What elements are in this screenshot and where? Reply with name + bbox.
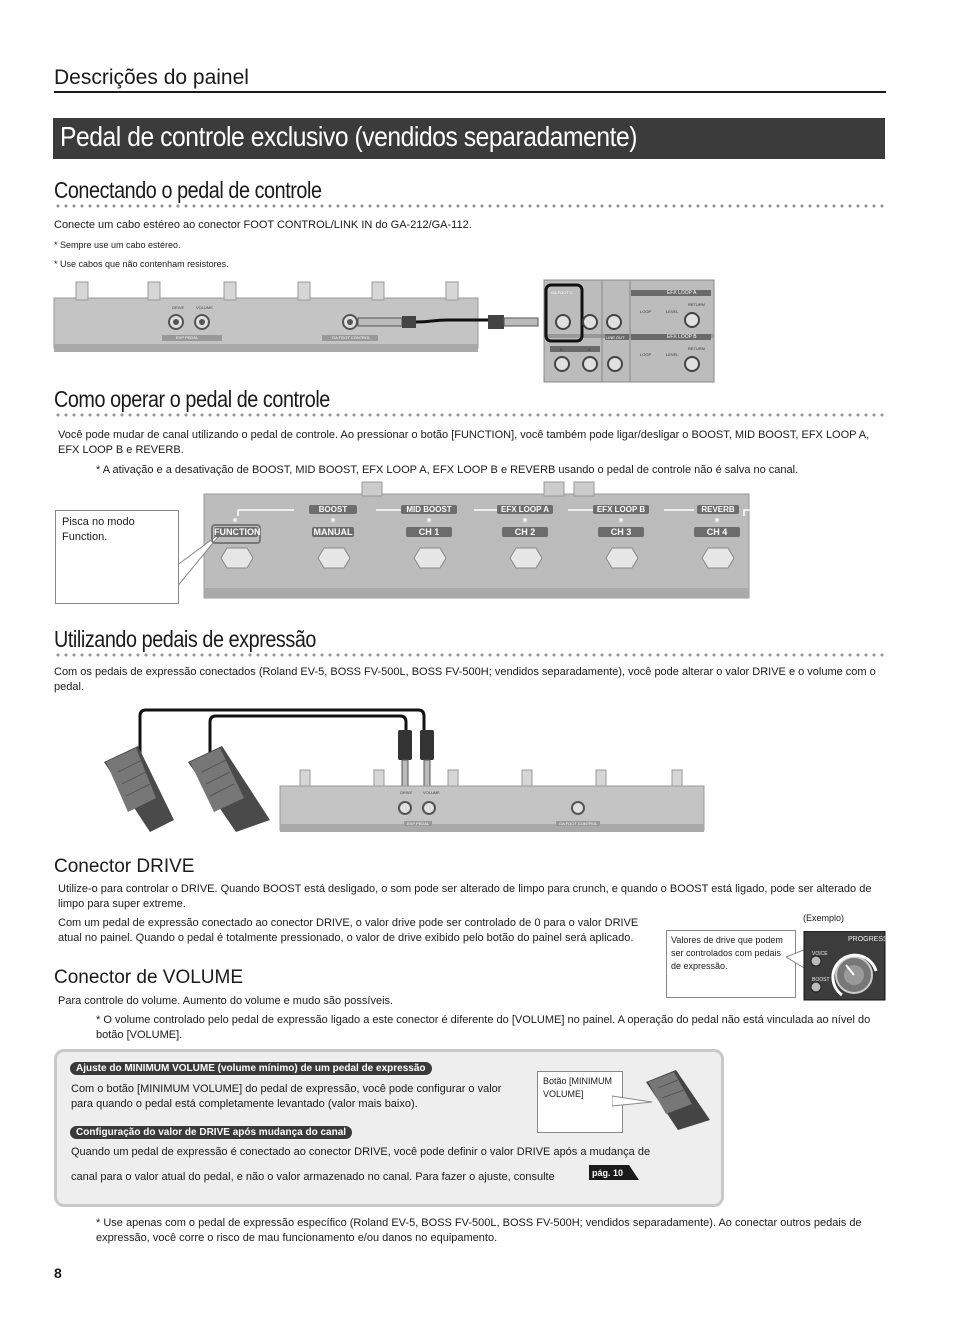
- page-number: 8: [54, 1265, 62, 1281]
- ch2-button[interactable]: CH 2: [502, 527, 548, 537]
- amp-foot-label: GA FOOT C: [551, 290, 573, 295]
- dotted-divider: [54, 413, 886, 417]
- volume-note: * O volume controlado pelo pedal de expressão ligado a este conector é diferente do [VOLUME] no painel. A operação do pedal não está vinculada ao nível do botão [VOLUME].: [96, 1014, 871, 1041]
- diagram-ga-foot-label: GA FOOT CONTROL: [332, 335, 371, 340]
- drive-text-1: Utilize-o para controlar o DRIVE. Quando BOOST está desligado, o som pode ser alterado de limpo para crunch, e quando o BOOST está ligado, pode ser alterado de limpo para super extreme.: [58, 883, 872, 910]
- boost-label: BOOST: [812, 977, 830, 983]
- amp-line-out-label: LINE OUT: [606, 335, 625, 340]
- drive-config-text-1: Quando um pedal de expressão é conectado ao conector DRIVE, você pode definir o valor DRIVE após a mudança de: [71, 1146, 651, 1158]
- dotted-divider: [54, 204, 886, 208]
- operate-note: * A ativação e a desativação de BOOST, MID BOOST, EFX LOOP A, EFX LOOP B e REVERB usando o pedal de controle não é salva no canal.: [96, 464, 799, 476]
- final-note: * Use apenas com o pedal de expressão específico (Roland EV-5, BOSS FV-500L, BOSS FV-500H; vendidos separadamente). Ao conectar outros pedais de expressão, você corre o risco de mau funcionamento e/ou danos no equipamento.: [96, 1217, 862, 1244]
- connect-heading: Conectando o pedal de controle: [54, 177, 322, 203]
- section-rule: [54, 91, 886, 93]
- function-callout: Pisca no modo Function.: [55, 510, 179, 604]
- dotted-divider: [54, 653, 886, 657]
- drive-config-heading: Configuração do valor de DRIVE após mudança do canal: [70, 1126, 352, 1139]
- ch4-button[interactable]: CH 4: [694, 527, 740, 537]
- drive-config-text-2: canal para o valor atual do pedal, e não o valor armazenado no canal. Para fazer o ajuste, consulte: [71, 1171, 555, 1183]
- amp-loop-b-label: LOOP: [640, 352, 652, 357]
- expression-text: Com os pedais de expressão conectados (Roland EV-5, BOSS FV-500L, BOSS FV-500H; vendidos separadamente), você pode alterar o valor DRIVE e o volume com o pedal.: [54, 666, 876, 693]
- amp-a-label: A: [588, 347, 591, 352]
- drive-heading: Conector DRIVE: [54, 856, 195, 877]
- example-label: (Exemplo): [803, 913, 845, 923]
- expression-heading: Utilizando pedais de expressão: [54, 626, 317, 652]
- voice-label: VOICE: [812, 951, 828, 957]
- drive-text-2: Com um pedal de expressão conectado ao conector DRIVE, o valor drive pode ser controlado de 0 para o valor DRIVE atual no painel. Quando o pedal é totalmente pressionado, o valor de drive exibido pelo botão do painel será aplicado.: [58, 917, 639, 944]
- operate-text: Você pode mudar de canal utilizando o pedal de controle. Ao pressionar o botão [FUNCTION], você também pode ligar/desligar o BOOST, MID BOOST, EFX LOOP A, EFX LOOP B e REVERB.: [58, 429, 870, 456]
- drive-callout: Valores de drive que podem ser controlados com pedais de expressão.: [666, 930, 796, 998]
- amp-return-a-label: RETURN: [688, 302, 705, 307]
- connect-diagram: [52, 278, 718, 384]
- manual-button[interactable]: MANUAL: [313, 527, 353, 537]
- page-ref-link[interactable]: pág. 10: [592, 1168, 624, 1178]
- diagram-drive-label: DRIVE: [172, 305, 185, 310]
- connect-note-2: * Use cabos que não contenham resistores.: [54, 259, 229, 269]
- top-label-reverb: REVERB: [697, 505, 739, 514]
- connect-note-1: * Sempre use um cabo estéreo.: [54, 240, 181, 250]
- amp-b-label: B: [560, 347, 563, 352]
- function-button[interactable]: FUNCTION: [214, 527, 261, 537]
- amp-efx-b-label: EFX LOOP B: [667, 334, 697, 340]
- pedal-illustration: [612, 1068, 712, 1132]
- top-label-efx-loop-a: EFX LOOP A: [497, 505, 553, 514]
- connect-text: Conecte um cabo estéreo ao conector FOOT CONTROL/LINK IN do GA-212/GA-112.: [54, 219, 472, 231]
- min-volume-callout: Botão [MINIMUM VOLUME]: [537, 1071, 623, 1133]
- amp-return-b-label: RETURN: [688, 346, 705, 351]
- amp-loop-a-label: LOOP: [640, 309, 652, 314]
- min-volume-heading: Ajuste do MINIMUM VOLUME (volume mínimo) de um pedal de expressão: [70, 1062, 432, 1075]
- expression-diagram: [98, 702, 708, 836]
- diagram-exp-pedal-label: EXP PEDAL: [176, 335, 199, 340]
- ch3-button[interactable]: CH 3: [598, 527, 644, 537]
- diagram-volume-label: VOLUME: [196, 305, 213, 310]
- progress-label: PROGRESS: [848, 936, 888, 943]
- top-label-mid-boost: MID BOOST: [401, 505, 457, 514]
- amp-level-a-label: LEVEL: [666, 309, 679, 314]
- exp-ga-foot-label: GA FOOT CONTROL: [556, 821, 600, 826]
- exp-pedal-label: EXP PEDAL: [404, 821, 432, 826]
- amp-level-b-label: LEVEL: [666, 352, 679, 357]
- top-label-boost: BOOST: [309, 505, 357, 514]
- section-heading: Descrições do painel: [54, 66, 249, 89]
- exp-volume-label: VOLUME: [423, 790, 440, 795]
- amp-efx-a-label: EFX LOOP A: [667, 290, 697, 296]
- top-label-efx-loop-b: EFX LOOP B: [593, 505, 649, 514]
- min-volume-text: Com o botão [MINIMUM VOLUME] do pedal de expressão, você pode configurar o valor para quando o pedal está completamente levantado (valor mais baixo).: [71, 1083, 502, 1110]
- page-title: Pedal de controle exclusivo (vendidos separadamente): [60, 121, 638, 152]
- exp-drive-label: DRIVE: [400, 790, 413, 795]
- volume-heading: Conector de VOLUME: [54, 967, 244, 988]
- ch1-button[interactable]: CH 1: [406, 527, 452, 537]
- volume-text: Para controle do volume. Aumento do volume e mudo são possíveis.: [58, 995, 394, 1007]
- operate-heading: Como operar o pedal de controle: [54, 386, 330, 412]
